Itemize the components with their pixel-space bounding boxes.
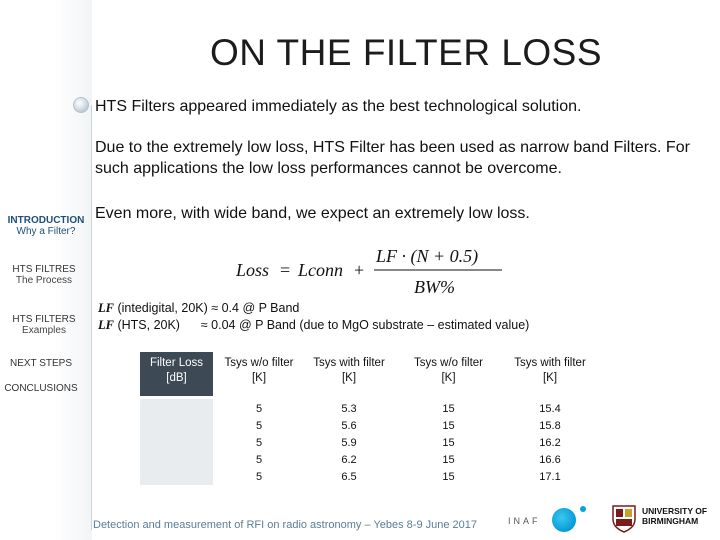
sidebar-item-hts-filtres[interactable] <box>0 264 88 286</box>
table-cell: 16.6 <box>539 454 561 466</box>
table-cell: 15.8 <box>539 420 561 432</box>
sidebar-item-sublabel: The Process <box>15 275 73 286</box>
lf-text: (intedigital, 20K) ≈ 0.4 @ P Band <box>113 301 300 315</box>
formula-plus: + <box>354 260 365 280</box>
sidebar-item-label: HTS FILTRES <box>12 264 76 275</box>
inaf-logo-dot-icon <box>580 506 586 512</box>
lf-symbol: LF <box>98 301 114 315</box>
table-header-cell: Tsys with filter [K] <box>514 357 586 384</box>
table-header-cell: Tsys with filter [K] <box>313 357 385 384</box>
table-cell: 15 <box>442 437 455 449</box>
lf-text: (HTS, 20K) ≈ 0.04 @ P Band (due to MgO substrate – estimated value) <box>113 318 530 332</box>
table-cell: 5 <box>255 437 263 449</box>
sidebar-divider <box>91 105 92 530</box>
lf-symbol: LF <box>98 318 114 332</box>
formula-lhs: Loss <box>236 260 270 280</box>
table-cell: 15 <box>442 471 455 483</box>
table-cell: 5.3 <box>341 403 357 415</box>
sidebar-item-introduction[interactable] <box>2 215 90 237</box>
decorative-bullet-icon <box>73 97 89 113</box>
table-cell: 15.4 <box>539 403 561 415</box>
sidebar-item-label: NEXT STEPS <box>9 358 73 369</box>
sidebar-item-sublabel: Why a Filter? <box>16 226 76 237</box>
first-column-bg <box>140 399 213 485</box>
table-header-cell: Tsys w/o filter [K] <box>224 357 294 384</box>
table-cell: 6.5 <box>341 471 357 483</box>
page-title: ON THE FILTER LOSS <box>209 32 603 73</box>
university-shield-icon <box>612 505 636 533</box>
table-cell: 6.2 <box>341 454 357 466</box>
table-cell: 15 <box>442 454 455 466</box>
sidebar-item-conclusions[interactable] <box>0 383 85 394</box>
table-cell: 17.1 <box>539 471 561 483</box>
loss-formula <box>236 244 516 296</box>
table-cell: 5 <box>255 420 263 432</box>
sidebar-item-sublabel: Examples <box>22 325 66 336</box>
sidebar-item-hts-filters[interactable] <box>0 314 88 336</box>
table-cell: 16.2 <box>539 437 561 449</box>
inaf-logo-icon <box>552 508 576 532</box>
sidebar-item-label: HTS FILTERS <box>12 314 76 325</box>
sidebar-item-label: CONCLUSIONS <box>4 383 78 394</box>
table-cell: 5.9 <box>341 437 357 449</box>
table-cell: 5 <box>255 454 263 466</box>
table-cell: 15 <box>442 403 455 415</box>
paragraph-narrow-band: Due to the extremely low loss, HTS Filter has been used as narrow band Filters. For such applications the low loss performances cannot be overcome. <box>95 139 690 177</box>
footer-text: Detection and measurement of RFI on radio astronomy – Yebes 8-9 June 2017 <box>93 519 478 531</box>
inaf-logo-text: INAF <box>508 516 541 526</box>
table-cell: 5.6 <box>341 420 357 432</box>
table-cell: 5 <box>255 471 263 483</box>
formula-term1: Lconn <box>298 260 343 280</box>
sidebar-item-next-steps[interactable] <box>0 358 85 369</box>
formula-numerator: LF · (N + 0.5) <box>376 246 479 266</box>
paragraph-wide-band: Even more, with wide band, we expect an extremely low loss. <box>95 205 530 222</box>
table-header-cell: Tsys w/o filter [K] <box>413 357 483 384</box>
lf-line-intedigital <box>98 301 299 316</box>
university-logo-text: UNIVERSITY OF BIRMINGHAM <box>642 506 708 526</box>
table-header-row <box>140 352 596 396</box>
table-cell: 15 <box>442 420 455 432</box>
formula-equals: = <box>280 260 291 280</box>
lf-line-hts <box>98 318 529 333</box>
tsys-table <box>140 352 596 486</box>
table-header-cell: Filter Loss [dB] <box>140 352 213 396</box>
sidebar-item-label: INTRODUCTION <box>7 215 85 226</box>
formula-denominator: BW% <box>414 277 455 296</box>
table-cell: 5 <box>255 403 263 415</box>
paragraph-intro: HTS Filters appeared immediately as the best technological solution. <box>95 98 582 115</box>
